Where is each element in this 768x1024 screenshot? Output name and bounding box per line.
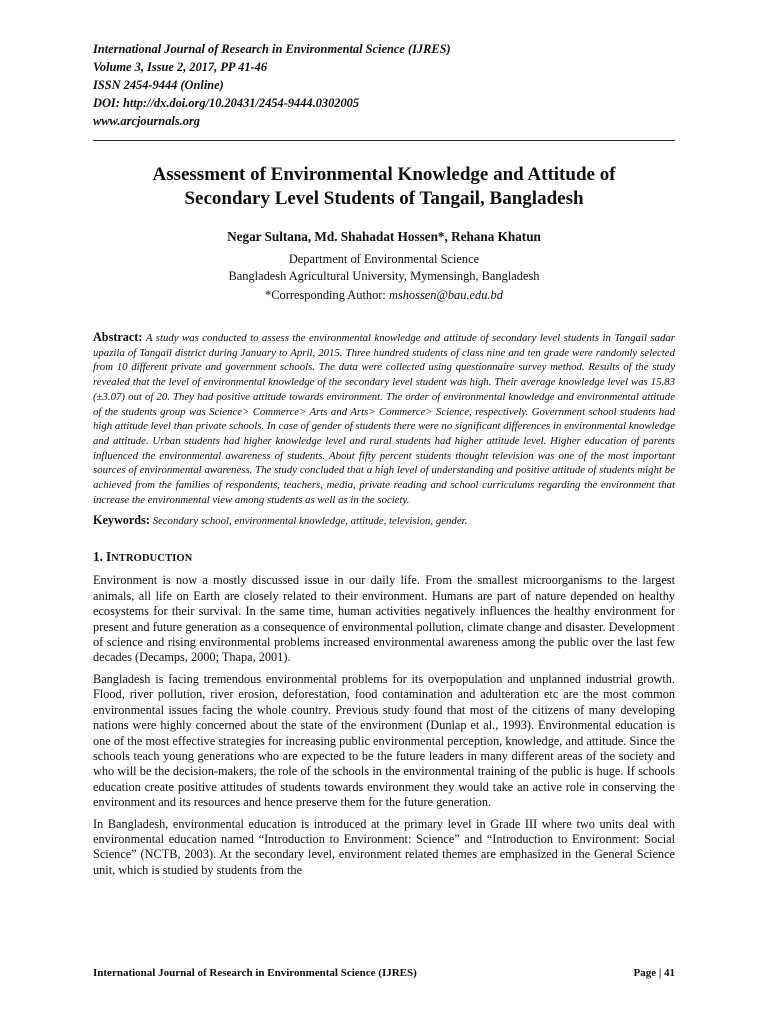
page-number: Page | 41	[633, 967, 675, 979]
section-number: 1.	[93, 549, 103, 565]
body-paragraph: In Bangladesh, environmental education is introduced at the primary level in Grade III where two units deal with environmental education named “Introduction to Environment: Science” and “Introduction to Environment: Social Science” (NCTB, 2003). At the secondary level, environment related themes are emphasized in the General Science unit, which is studied by students from the	[93, 816, 675, 877]
issn: ISSN 2454-9444 (Online)	[93, 78, 224, 92]
section-title-rest: NTRODUCTION	[111, 553, 193, 565]
section-heading-introduction	[93, 549, 675, 565]
corresponding-label: *Corresponding Author:	[265, 288, 386, 302]
doi-link[interactable]: DOI: http://dx.doi.org/10.20431/2454-9444.0302005	[93, 96, 360, 110]
keywords-text: Secondary school, environmental knowledge, attitude, television, gender.	[152, 515, 468, 528]
abstract	[93, 330, 675, 507]
title-line-1: Assessment of Environmental Knowledge and Attitude of	[152, 164, 616, 185]
body-paragraph: Bangladesh is facing tremendous environmental problems for its overpopulation and unplanned industrial growth. Flood, river pollution, river erosion, deforestation, food contamination and adulteration etc are the most common environmental issues facing the whole country. Previous study found that most of the citizens of many developing nations were highly concerned about the state of the environment (Dunlap et al., 1993). Environmental education is one of the most effective strategies for increasing public environmental perception, knowledge, and attitude. Since the schools teach young generations who are expected to be the future leaders in many different areas of the society and who will be the decision-makers, the role of the schools in the environmental training of the public is huge. If schools education create positive attitudes of students towards environment they would take an active role in conserving the environment and its resources and hence preserve them for the future generation.	[93, 671, 675, 810]
footer-journal: International Journal of Research in Environmental Science (IJRES)	[93, 967, 417, 979]
paper-title	[93, 163, 675, 211]
keywords	[93, 513, 675, 528]
affiliation	[93, 251, 675, 285]
university: Bangladesh Agricultural University, Mymensingh, Bangladesh	[228, 269, 540, 283]
abstract-label: Abstract:	[93, 330, 143, 344]
website-link[interactable]: www.arcjournals.org	[93, 114, 200, 128]
keywords-label: Keywords:	[93, 513, 150, 528]
body-paragraph: Environment is now a mostly discussed issue in our daily life. From the smallest microorganisms to the largest animals, all life on Earth are closely related to their environment. Humans are part of nature depended on healthy ecosystems for their survival. In the same time, human activities negatively influences the healthy environment for present and future generation as a consequence of environmental pollution, climate change and disaster. Development of science and rising environmental problems increased environmental awareness among the public over the last few decades (Decamps, 2000; Thapa, 2001).	[93, 573, 675, 665]
title-line-2: Secondary Level Students of Tangail, Bangladesh	[184, 188, 584, 209]
corresponding-email[interactable]: mshossen@bau.edu.bd	[388, 288, 503, 302]
department: Department of Environmental Science	[288, 252, 480, 266]
volume-info: Volume 3, Issue 2, 2017, PP 41-46	[93, 60, 268, 74]
corresponding-author	[93, 287, 675, 304]
authors: Negar Sultana, Md. Shahadat Hossen*, Rehana Khatun	[227, 229, 541, 244]
section-initial: I	[106, 549, 112, 565]
abstract-text: A study was conducted to assess the environmental knowledge and attitude of secondary level students in Tangail sadar upazila of Tangail district during January to April, 2015. Three hundred students of class nine and ten grade were randomly selected from 10 different private and government schools. The data were collected using questionnaire survey method. Results of the study revealed that the level of environmental knowledge of the secondary level student was high. Their average knowledge level was 15.83 (±3.07) out of 20. They had positive attitude towards environment. The order of environmental knowledge and environmental attitude of the students group was Science> Commerce> Arts and Arts> Commerce> Science, respectively. Government school students had high attitude level than private schools. In case of gender of students there were no significant differences in environmental knowledge and attitude. Urban students had higher knowledge level and rural students had higher attitude level. Higher education of parents influenced the environmental awareness of students. About fifty percent students thought television was one of the most important sources of environmental awareness. The study concluded that a high level of understanding and positive attitude of students might be achieved from the families of respondents, teachers, media, private reading and school curriculums regarding the environment that increase the environmental view among students as well as in the society.	[93, 332, 676, 506]
paper-page	[93, 40, 675, 878]
header-divider	[93, 140, 675, 141]
journal-name: International Journal of Research in Environmental Science (IJRES)	[93, 42, 451, 56]
